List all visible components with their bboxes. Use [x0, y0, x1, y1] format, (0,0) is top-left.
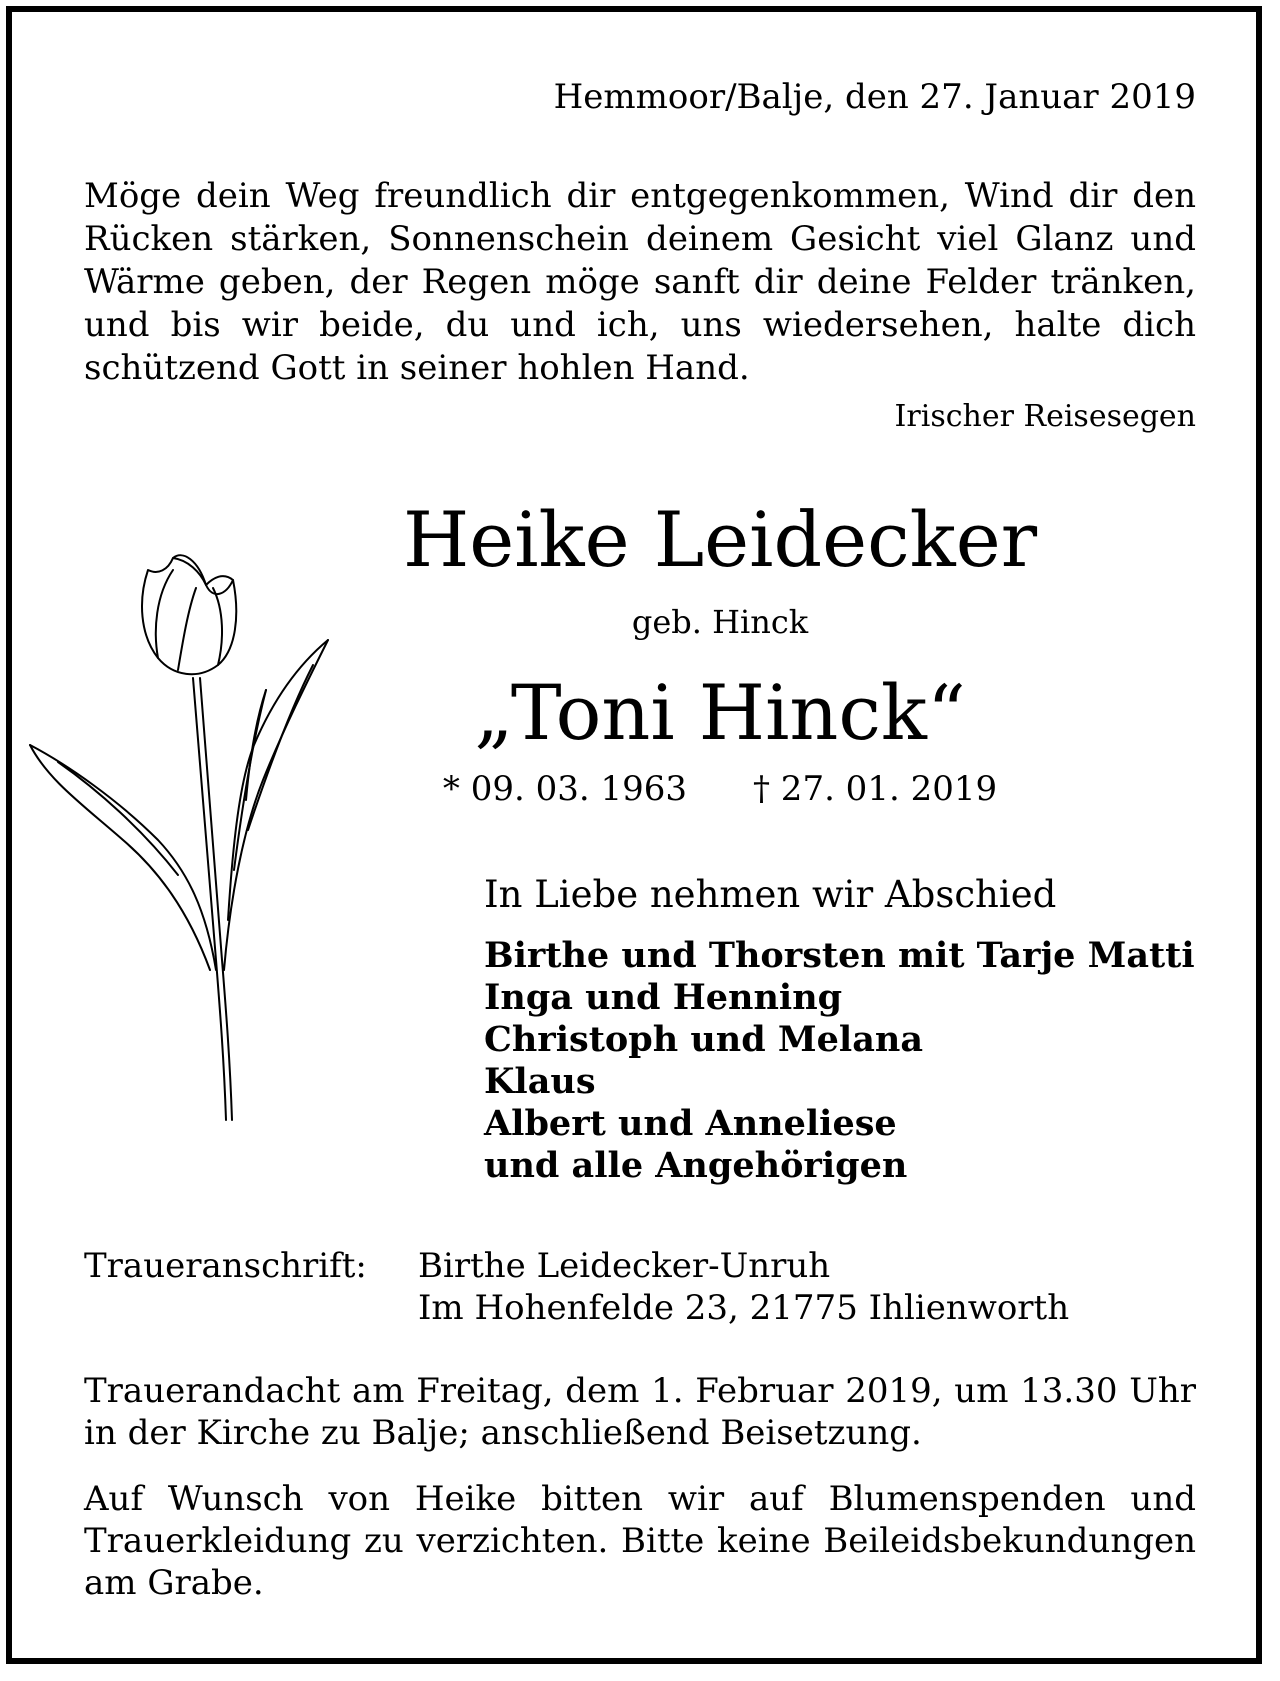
mourners-list [484, 935, 1195, 1187]
family-wishes: Auf Wunsch von Heike bitten wir auf Blumenspenden und Trauerkleidung zu verzichten. Bitte keine Beileidsbekundungen am Grabe. [84, 1479, 1196, 1603]
mourner-line: Birthe und Thorsten mit Tarje Matti [484, 935, 1195, 976]
service-info: Trauerandacht am Freitag, dem 1. Februar 2019, um 13.30 Uhr in der Kirche zu Balje; anschließend Beisetzung. [84, 1371, 1196, 1453]
deceased-name: Heike Leidecker [402, 495, 1038, 584]
address-label: Traueranschrift: [84, 1246, 367, 1286]
place-date: Hemmoor/Balje, den 27. Januar 2019 [553, 77, 1196, 117]
mourner-line: und alle Angehörigen [484, 1145, 908, 1186]
blessing-text: Möge dein Weg freundlich dir entgegenkommen, Wind dir den Rücken stärken, Sonnenschein deinem Gesicht viel Glanz und Wärme geben, der Regen möge sanft dir deine Felder tränken, und bis wir beide, du und ich, uns wiedersehen, halte dich schützend Gott in seiner hohlen Hand. [84, 176, 1196, 388]
mourning-address [84, 1245, 1069, 1329]
address-line-1: Birthe Leidecker-Unruh [418, 1246, 831, 1286]
mourner-line: Christoph und Melana [484, 1019, 924, 1060]
life-dates [330, 768, 1110, 810]
birth-date: * 09. 03. 1963 [442, 769, 687, 809]
blessing-source: Irischer Reisesegen [894, 399, 1196, 434]
death-date: † 27. 01. 2019 [753, 769, 998, 809]
mourner-line: Klaus [484, 1061, 596, 1102]
tulip-icon [28, 540, 348, 1160]
farewell-line: In Liebe nehmen wir Abschied [484, 873, 1057, 916]
mourner-line: Inga und Henning [484, 977, 843, 1018]
address-line-2: Im Hohenfelde 23, 21775 Ihlienworth [418, 1288, 1070, 1328]
nickname: „Toni Hinck“ [474, 668, 966, 757]
born-name: geb. Hinck [631, 603, 809, 641]
mourner-line: Albert und Anneliese [484, 1103, 897, 1144]
